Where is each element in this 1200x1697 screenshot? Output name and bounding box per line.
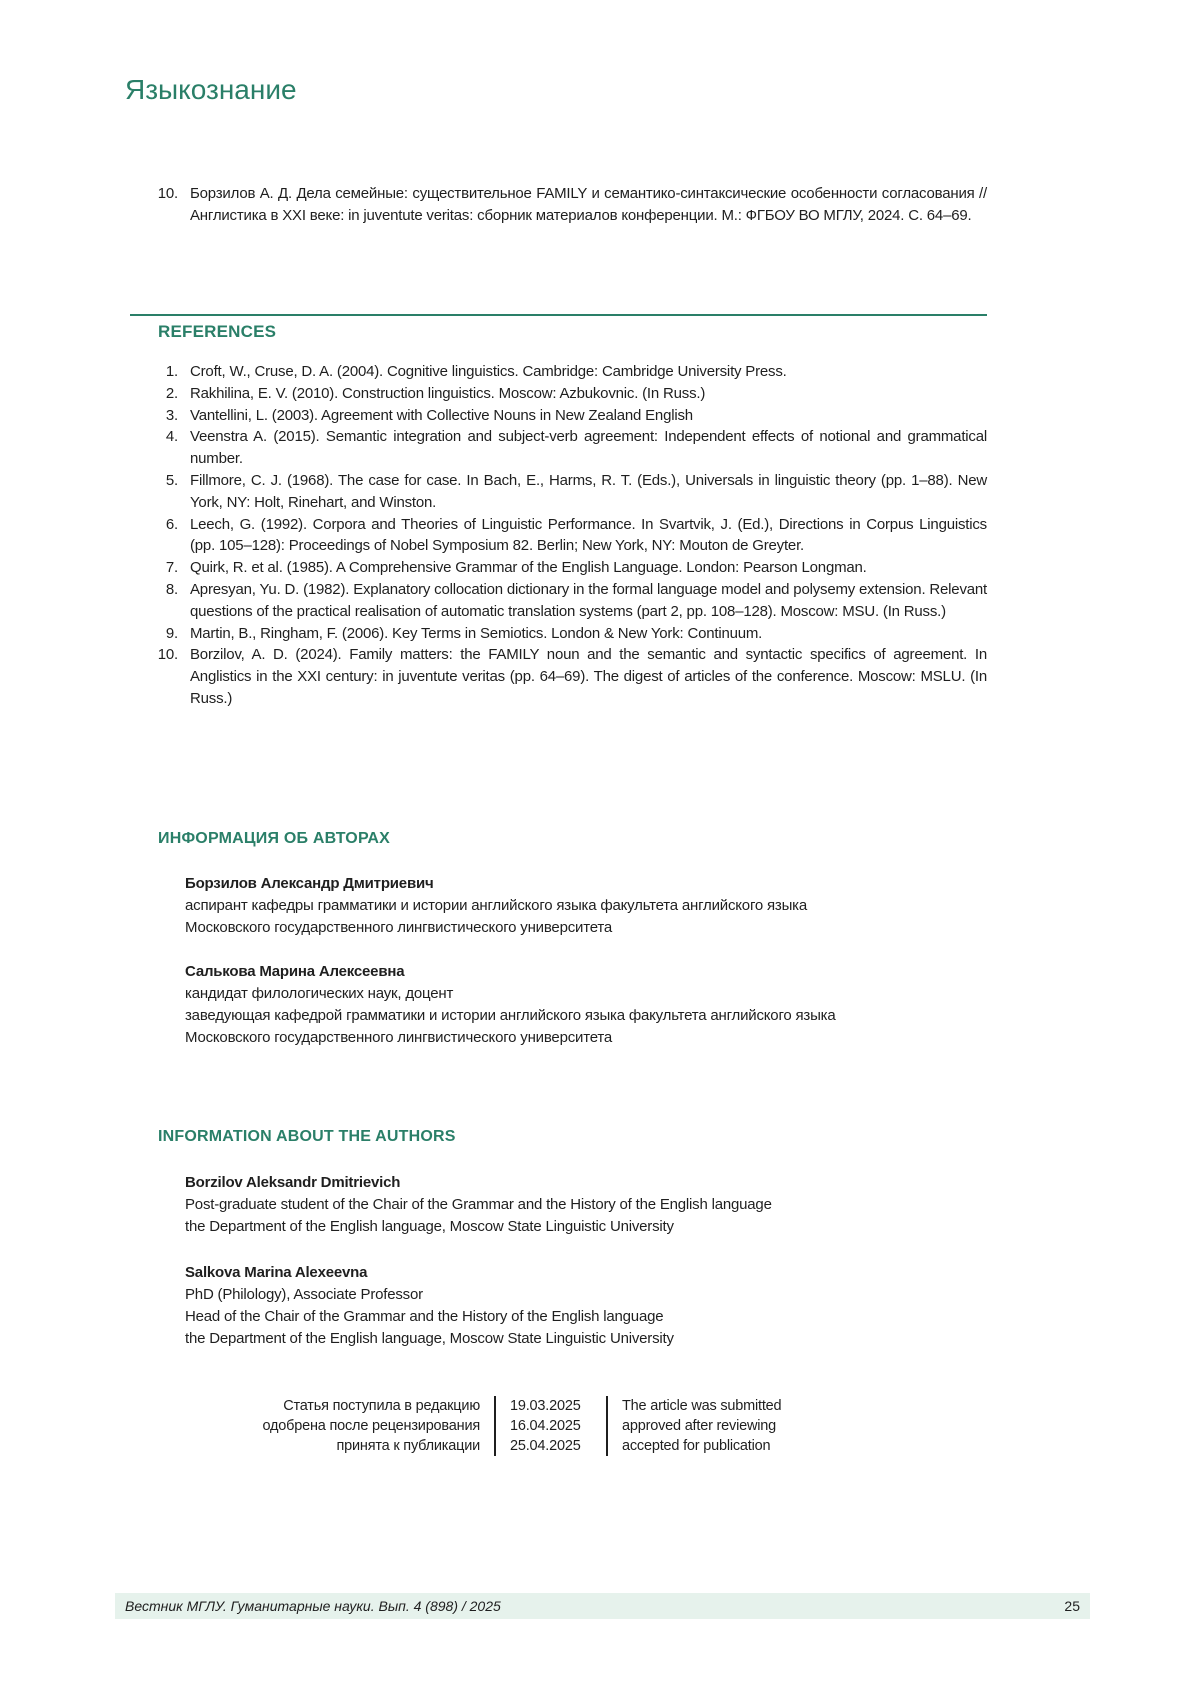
reference-number: 5. [165, 471, 178, 489]
reference-number: 8. [165, 580, 178, 598]
author-affiliation: the Department of the English language, Moscow State Linguistic University [185, 1330, 674, 1347]
reference-item [130, 426, 987, 470]
reference-item [130, 644, 987, 709]
author-affiliation: the Department of the English language, Moscow State Linguistic University [185, 1218, 674, 1235]
author-name: Borzilov Aleksandr Dmitrievich [185, 1174, 401, 1191]
reference-number: 6. [165, 515, 178, 533]
reference-text: Leech, G. (1992). Corpora and Theories of Linguistic Performance. In Svartvik, J. (Ed.), Directions in Corpus Linguistics (pp. 105–128): Proceedings of Nobel Symposium 82. Berlin; New York, NY: Mouton de Greyter. [190, 515, 987, 555]
reference-item [130, 383, 987, 405]
reference-number: 1. [165, 363, 178, 380]
reference-item [130, 623, 987, 645]
page-footer [115, 1593, 1090, 1619]
submission-label-ru: одобрена после рецензирования [262, 1418, 480, 1434]
reference-text: Vantellini, L. (2003). Agreement with Collective Nouns in New Zealand English [190, 406, 693, 424]
reference-item [130, 470, 987, 514]
author-name: Салькова Марина Алексеевна [185, 963, 405, 980]
author-block-en-salkova [185, 1262, 965, 1350]
section-header: Языкознание [125, 74, 297, 105]
authors-en-heading: INFORMATION ABOUT THE AUTHORS [158, 1128, 456, 1145]
submission-date: 25.04.2025 [510, 1438, 581, 1454]
reference-text: Martin, B., Ringham, F. (2006). Key Terms in Semiotics. London & New York: Continuum. [190, 624, 763, 642]
reference-text: Quirk, R. et al. (1985). A Comprehensive Grammar of the English Language. London: Pearson Longman. [190, 559, 867, 577]
submission-dates [510, 1396, 592, 1456]
author-block-ru-salkova [185, 961, 965, 1049]
reference-number: 2. [165, 384, 178, 402]
author-affiliation: Post-graduate student of the Chair of the Grammar and the History of the English language [185, 1196, 772, 1213]
author-affiliation: заведующая кафедрой грамматики и истории английского языка факультета английского языка [185, 1007, 836, 1024]
reference-text: Borzilov, A. D. (2024). Family matters: the FAMILY noun and the semantic and syntactic specifics of agreement. In Anglistics in the XXI century: in juventute veritas (pp. 64–69). The digest of articles of the conference. Moscow: MSLU. (In Russ.) [190, 646, 987, 707]
reference-item [130, 557, 987, 579]
reference-text: Croft, W., Cruse, D. A. (2004). Cognitive linguistics. Cambridge: Cambridge University Press. [190, 363, 787, 380]
reference-item [130, 405, 987, 427]
russian-reference-item-10 [130, 183, 987, 227]
table-divider [494, 1396, 496, 1456]
reference-number: 7. [165, 559, 178, 577]
references-heading: REFERENCES [158, 322, 277, 341]
author-affiliation: аспирант кафедры грамматики и истории английского языка факультета английского языка [185, 897, 808, 914]
submission-date: 16.04.2025 [510, 1418, 581, 1434]
reference-number: 10. [157, 646, 178, 664]
section-divider [130, 314, 987, 316]
references-list [130, 361, 987, 710]
author-affiliation: Head of the Chair of the Grammar and the History of the English language [185, 1308, 664, 1325]
submission-labels-ru [130, 1396, 480, 1456]
reference-item [130, 514, 987, 558]
reference-number: 10. [157, 185, 178, 202]
reference-text: Rakhilina, E. V. (2010). Construction linguistics. Moscow: Azbukovnic. (In Russ.) [190, 384, 706, 402]
page-number: 25 [1064, 1598, 1080, 1614]
submission-labels-en [622, 1396, 781, 1456]
submission-label-en: accepted for publication [622, 1438, 771, 1454]
reference-item [130, 361, 987, 383]
submission-label-en: The article was submitted [622, 1398, 782, 1414]
submission-date: 19.03.2025 [510, 1398, 581, 1414]
submission-label-en: approved after reviewing [622, 1418, 776, 1434]
author-name: Борзилов Александр Дмитриевич [185, 875, 434, 892]
author-name: Salkova Marina Alexeevna [185, 1264, 368, 1281]
submission-label-ru: принята к публикации [336, 1438, 480, 1454]
submission-label-ru: Статья поступила в редакцию [283, 1398, 480, 1414]
author-block-en-borzilov [185, 1172, 965, 1238]
authors-ru-heading: ИНФОРМАЦИЯ ОБ АВТОРАХ [158, 830, 391, 847]
reference-text: Fillmore, C. J. (1968). The case for case. In Bach, E., Harms, R. T. (Eds.), Universals in linguistic theory (pp. 1–88). New York, NY: Holt, Rinehart, and Winston. [190, 471, 987, 511]
reference-text: Apresyan, Yu. D. (1982). Explanatory collocation dictionary in the formal language model and polysemy extension. Relevant questions of the practical realisation of automatic translation systems (part 2, pp. 108–128). Moscow: MSU. (In Russ.) [190, 580, 987, 620]
author-block-ru-borzilov [185, 873, 965, 939]
author-degree: кандидат филологических наук, доцент [185, 985, 454, 1002]
reference-number: 4. [165, 428, 178, 446]
author-affiliation: Московского государственного лингвистического университета [185, 919, 612, 936]
submission-dates-table [130, 1396, 781, 1456]
reference-item [130, 579, 987, 623]
reference-number: 3. [165, 406, 178, 424]
author-degree: PhD (Philology), Associate Professor [185, 1286, 423, 1303]
author-affiliation: Московского государственного лингвистического университета [185, 1029, 612, 1046]
table-divider [606, 1396, 608, 1456]
reference-text: Борзилов А. Д. Дела семейные: существительное FAMILY и семантико-синтаксические особенности согласования // Англистика в XXI веке: in juventute veritas: сборник материалов конференции. М.: ФГБОУ ВО МГЛУ, 2024. С. 64–69. [190, 185, 987, 224]
reference-number: 9. [165, 624, 178, 642]
reference-text: Veenstra A. (2015). Semantic integration and subject-verb agreement: Independent effects of notional and grammatical number. [190, 428, 987, 468]
journal-title: Вестник МГЛУ. Гуманитарные науки. Вып. 4 (898) / 2025 [125, 1598, 501, 1614]
